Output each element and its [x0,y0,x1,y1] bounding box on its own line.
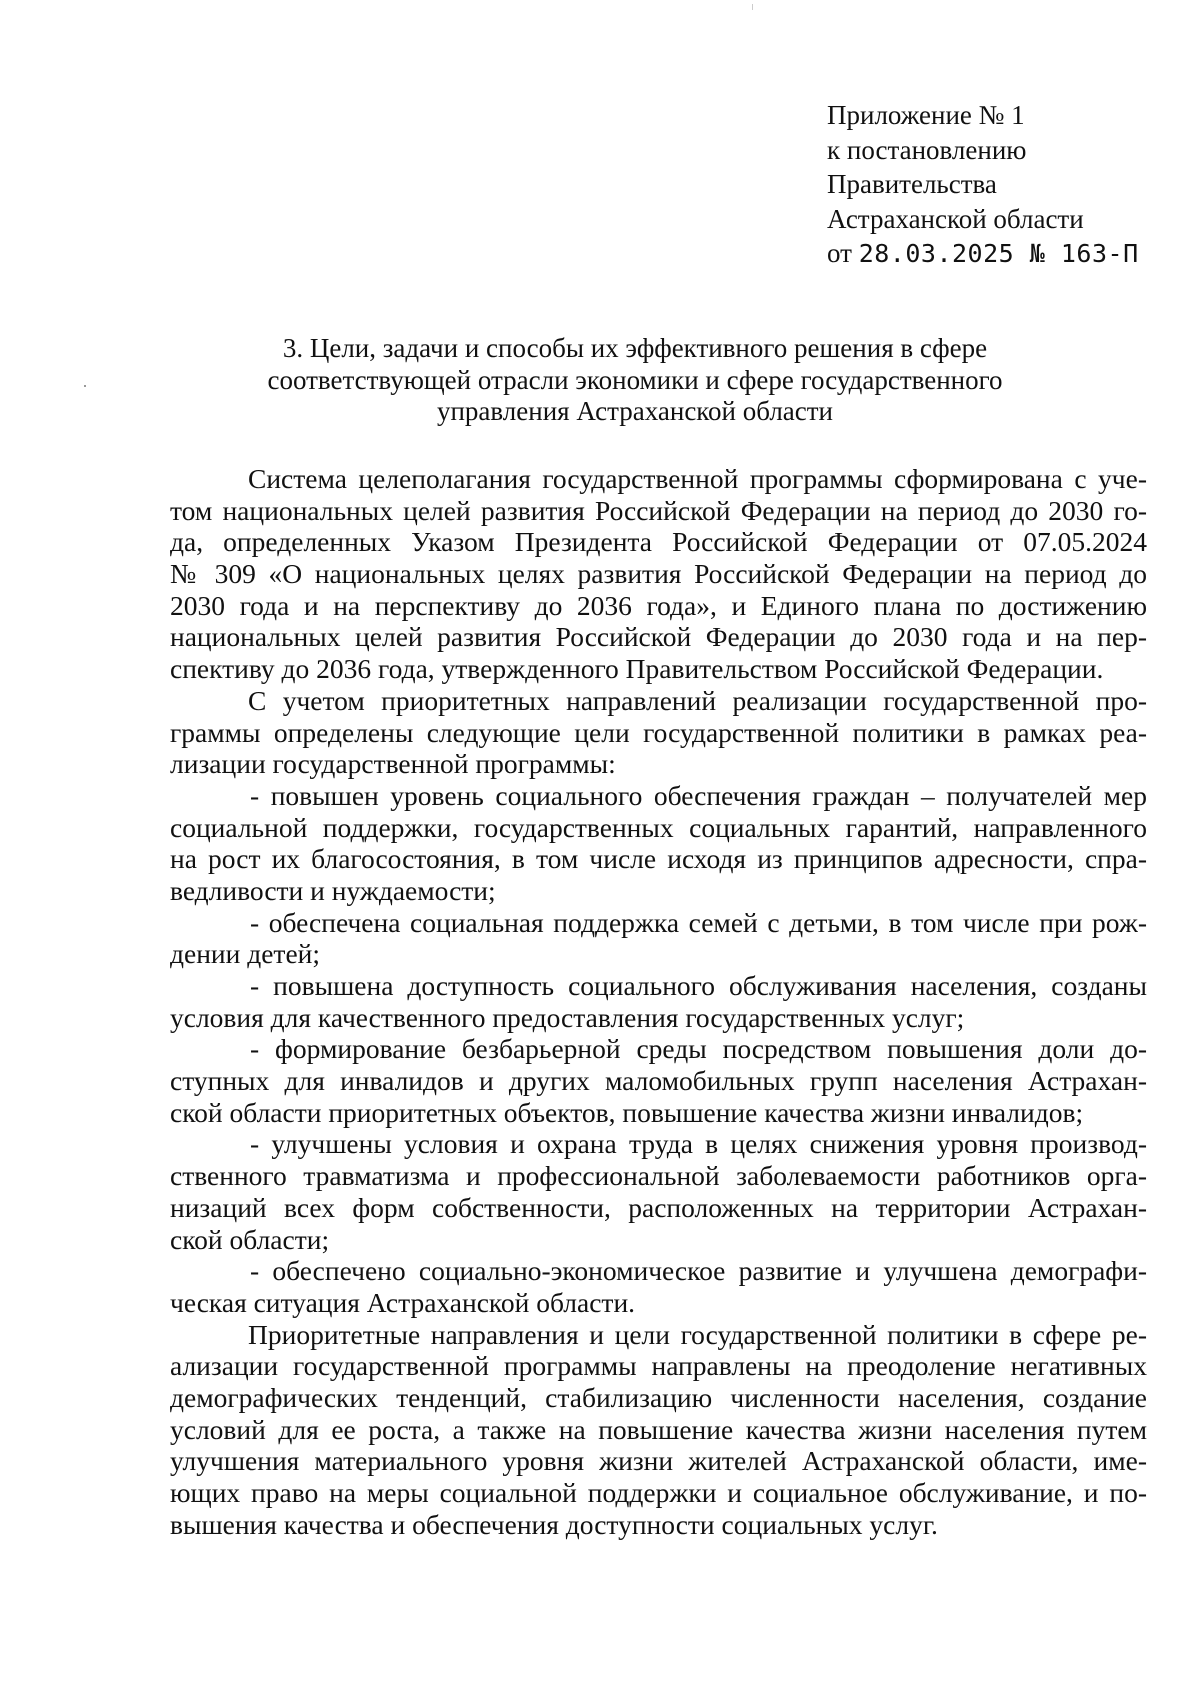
paragraph-line: том национальных целей развития Российской Федерации на период до 2030 го- [170,494,1147,526]
paragraph-line: условий для ее роста, а также на повышение качества жизни населения путем [170,1413,1147,1445]
paragraph-line: 2030 года и на перспективу до 2036 года», и Единого плана по достижению [170,589,1147,621]
paragraph-line: лизации государственной программы: [170,748,616,780]
list-item-line: ской области приоритетных объектов, повышение качества жизни инвалидов; [170,1096,1084,1128]
list-item-line: социальной поддержки, государственных социальных гарантий, направленного [170,811,1147,843]
paragraph-line: вышения качества и обеспечения доступности социальных услуг. [170,1508,938,1540]
appendix-line: к постановлению [827,134,1027,165]
paragraph-line: ющих право на меры социальной поддержки и социальное обслуживание, и по- [170,1477,1147,1508]
scan-speck [84,385,86,387]
scan-speck [752,4,753,10]
list-item-line: дении детей; [170,938,321,970]
paragraph-line: ализации государственной программы направлены на преодоление негативных [170,1350,1147,1382]
list-item-line: ской области; [170,1223,330,1255]
list-item-line: - повышен уровень социального обеспечения граждан – получателей мер [250,779,1147,811]
list-item-line: - формирование безбарьерной среды посредством повышения доли до- [250,1033,1147,1065]
list-item-line: на рост их благосостояния, в том числе исходя из принципов адресности, спра- [170,843,1147,875]
document-number-stamp: 28.03.2025 № 163-П [858,239,1139,268]
list-item-line: условия для качественного предоставления государственных услуг; [170,1001,965,1033]
section-heading [170,333,1100,428]
list-item-line: - улучшены условия и охрана труда в целях снижения уровня производ- [250,1128,1147,1160]
appendix-line: Правительства [827,169,997,199]
list-item-line: ческая ситуация Астраханской области. [170,1286,636,1318]
body-text [170,463,1147,1540]
list-item-line: - обеспечено социально-экономическое развитие и улучшена демографи- [250,1255,1147,1287]
heading-line: соответствующей отрасли экономики и сфере государственного [267,364,1003,395]
paragraph-line: Приоритетные направления и цели государственной политики в сфере ре- [248,1318,1147,1350]
appendix-header [827,98,1167,272]
appendix-line: Приложение № 1 [827,100,1025,130]
heading-line: управления Астраханской области [436,396,834,426]
paragraph-line: спективу до 2036 года, утвержденного Правительством Российской Федерации. [170,653,1104,685]
list-item-line: низаций всех форм собственности, расположенных на территории Астрахан- [170,1191,1147,1223]
paragraph-line: да, определенных Указом Президента Российской Федерации от 07.05.2024 [170,526,1147,558]
appendix-line: Астраханской области [827,203,1084,234]
list-item-line: - повышена доступность социального обслуживания населения, созданы [250,970,1147,1001]
paragraph-line: улучшения материального уровня жизни жителей Астраханской области, име- [170,1445,1147,1477]
paragraph-line: Система целеполагания государственной программы сформирована с уче- [248,463,1147,494]
list-item-line: - обеспечена социальная поддержка семей с детьми, в том числе при рож- [250,906,1147,938]
paragraph-line: национальных целей развития Российской Федерации до 2030 года и на пер- [170,621,1147,653]
heading-line: 3. Цели, задачи и способы их эффективного решения в сфере [282,333,988,363]
paragraph-line: № 309 «О национальных целях развития Российской Федерации на период до [170,558,1147,590]
paragraph-line: С учетом приоритетных направлений реализации государственной про- [248,684,1147,716]
list-item-line: ведливости и нуждаемости; [170,874,496,906]
appendix-date-line [827,236,1167,272]
paragraph-line: демографических тенденций, стабилизацию численности населения, создание [170,1381,1147,1413]
appendix-date-prefix: от [827,238,859,268]
list-item-line: ственного травматизма и профессиональной заболеваемости работников орга- [170,1160,1147,1192]
paragraph-line: граммы определены следующие цели государственной политики в рамках реа- [170,716,1147,748]
list-item-line: ступных для инвалидов и других маломобильных групп населения Астрахан- [170,1065,1147,1097]
